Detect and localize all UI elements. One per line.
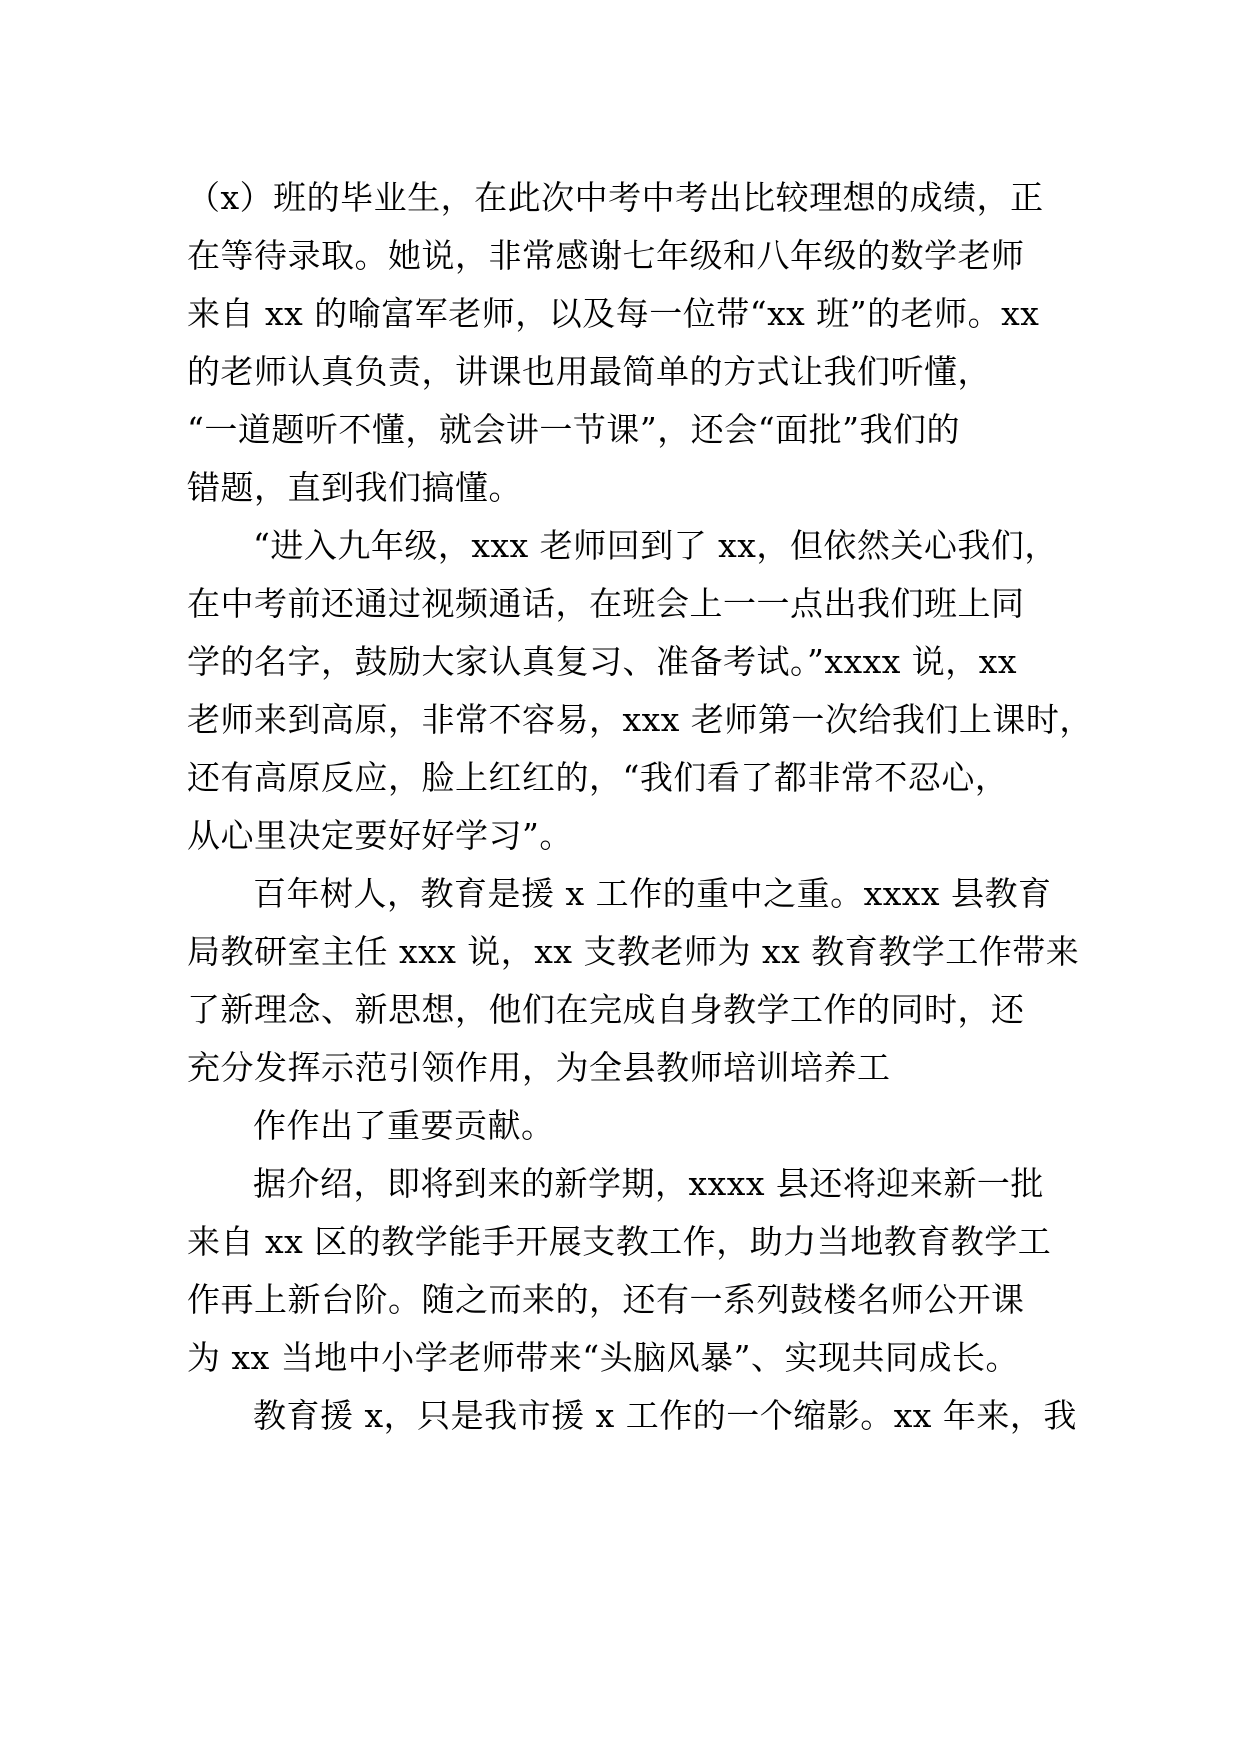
text-line: 老师来到高原，非常不容易，xxx 老师第一次给我们上课时， bbox=[187, 700, 1093, 739]
text-line: 作作出了重要贡献。 bbox=[253, 1106, 555, 1145]
text-line: 据介绍，即将到来的新学期，xxxx 县还将迎来新一批 bbox=[253, 1164, 1044, 1203]
text-line: 从心里决定要好好学习”。 bbox=[187, 816, 573, 855]
text-line: （x）班的毕业生，在此次中考中考出比较理想的成绩，正 bbox=[187, 178, 1044, 217]
text-line: 在中考前还通过视频通话，在班会上一一点出我们班上同 bbox=[187, 584, 1025, 623]
text-line: 来自 xx 区的教学能手开展支教工作，助力当地教育教学工 bbox=[187, 1222, 1052, 1261]
text-line: 来自 xx 的喻富军老师，以及每一位带“xx 班”的老师。xx bbox=[187, 294, 1040, 333]
text-line: 的老师认真负责，讲课也用最简单的方式让我们听懂， bbox=[187, 352, 991, 391]
text-line: 充分发挥示范引领作用，为全县教师培训培养工 bbox=[187, 1048, 891, 1087]
text-line: “一道题听不懂，就会讲一节课”，还会“面批”我们的 bbox=[187, 410, 960, 449]
text-line: 为 xx 当地中小学老师带来“头脑风暴”、实现共同成长。 bbox=[187, 1338, 1019, 1377]
text-line: 学的名字，鼓励大家认真复习、准备考试。”xxxx 说，xx bbox=[187, 642, 1018, 681]
text-line: 教育援 x，只是我市援 x 工作的一个缩影。xx 年来，我 bbox=[253, 1396, 1077, 1435]
text-line: 局教研室主任 xxx 说，xx 支教老师为 xx 教育教学工作带来 bbox=[187, 932, 1080, 971]
text-line: “进入九年级，xxx 老师回到了 xx，但依然关心我们， bbox=[253, 526, 1058, 565]
text-line: 百年树人，教育是援 x 工作的重中之重。xxxx 县教育 bbox=[253, 874, 1052, 913]
text-line: 了新理念、新思想，他们在完成自身教学工作的同时，还 bbox=[187, 990, 1025, 1029]
text-line: 错题，直到我们搞懂。 bbox=[187, 468, 522, 507]
text-line: 作再上新台阶。随之而来的，还有一系列鼓楼名师公开课 bbox=[187, 1280, 1025, 1319]
text-line: 还有高原反应，脸上红红的，“我们看了都非常不忍心， bbox=[187, 758, 1009, 797]
text-line: 在等待录取。她说，非常感谢七年级和八年级的数学老师 bbox=[187, 236, 1025, 275]
